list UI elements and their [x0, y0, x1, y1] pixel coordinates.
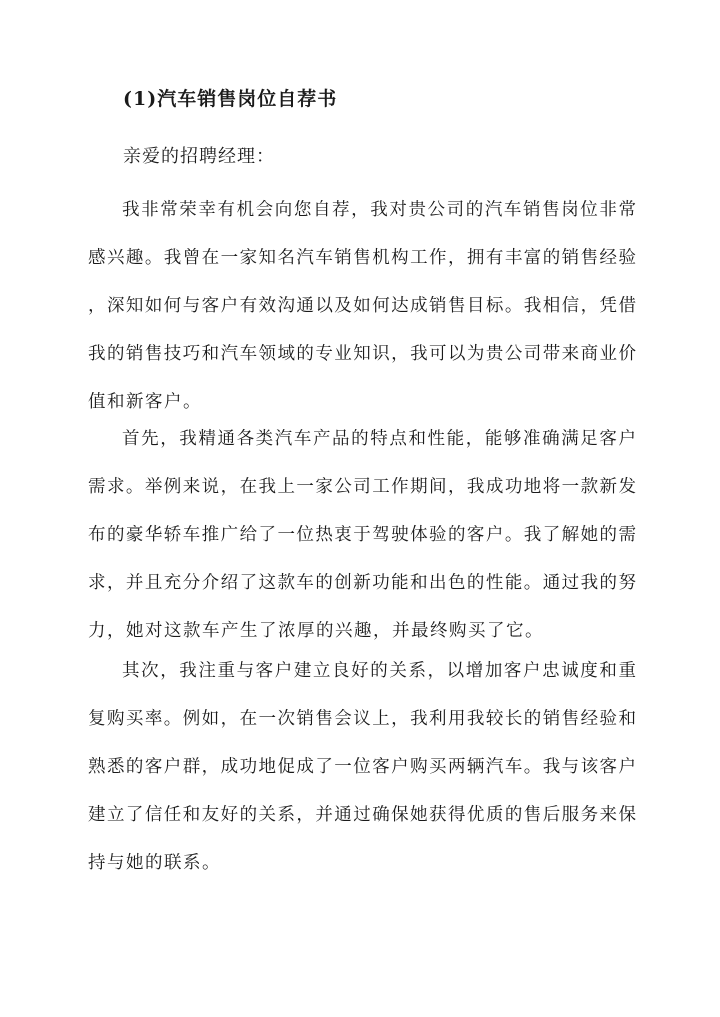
paragraph-line: 熟悉的客户群，成功地促成了一位客户购买两辆汽车。我与该客户	[88, 757, 636, 777]
paragraph-customer-relations	[88, 658, 636, 898]
paragraph-line: 我的销售技巧和汽车领域的专业知识，我可以为贵公司带来商业价	[88, 344, 636, 364]
paragraph-line: 我非常荣幸有机会向您自荐，我对贵公司的汽车销售岗位非常	[122, 200, 636, 220]
paragraph-line: 建立了信任和友好的关系，并通过确保她获得优质的售后服务来保	[88, 805, 636, 825]
paragraph-introduction	[88, 197, 636, 437]
paragraph-line: 值和新客户。	[88, 392, 202, 412]
paragraph-line: 力，她对这款车产生了浓厚的兴趣，并最终购买了它。	[88, 621, 544, 641]
paragraph-line: 感兴趣。我曾在一家知名汽车销售机构工作，拥有丰富的销售经验	[88, 248, 636, 268]
paragraph-line: 首先，我精通各类汽车产品的特点和性能，能够准确满足客户	[122, 429, 636, 449]
salutation: 亲爱的招聘经理：	[123, 146, 275, 167]
paragraph-line: 求，并且充分介绍了这款车的创新功能和出色的性能。通过我的努	[88, 573, 636, 593]
paragraph-line: 需求。举例来说，在我上一家公司工作期间，我成功地将一款新发	[88, 477, 636, 497]
paragraph-line: ，深知如何与客户有效沟通以及如何达成销售目标。我相信，凭借	[88, 296, 636, 316]
paragraph-line: 复购买率。例如，在一次销售会议上，我利用我较长的销售经验和	[88, 709, 636, 729]
paragraph-product-knowledge	[88, 426, 636, 666]
paragraph-line: 其次，我注重与客户建立良好的关系，以增加客户忠诚度和重	[122, 661, 636, 681]
document-title: (1)汽车销售岗位自荐书	[123, 88, 338, 110]
paragraph-line: 布的豪华轿车推广给了一位热衷于驾驶体验的客户。我了解她的需	[88, 525, 636, 545]
paragraph-line: 持与她的联系。	[88, 853, 221, 873]
